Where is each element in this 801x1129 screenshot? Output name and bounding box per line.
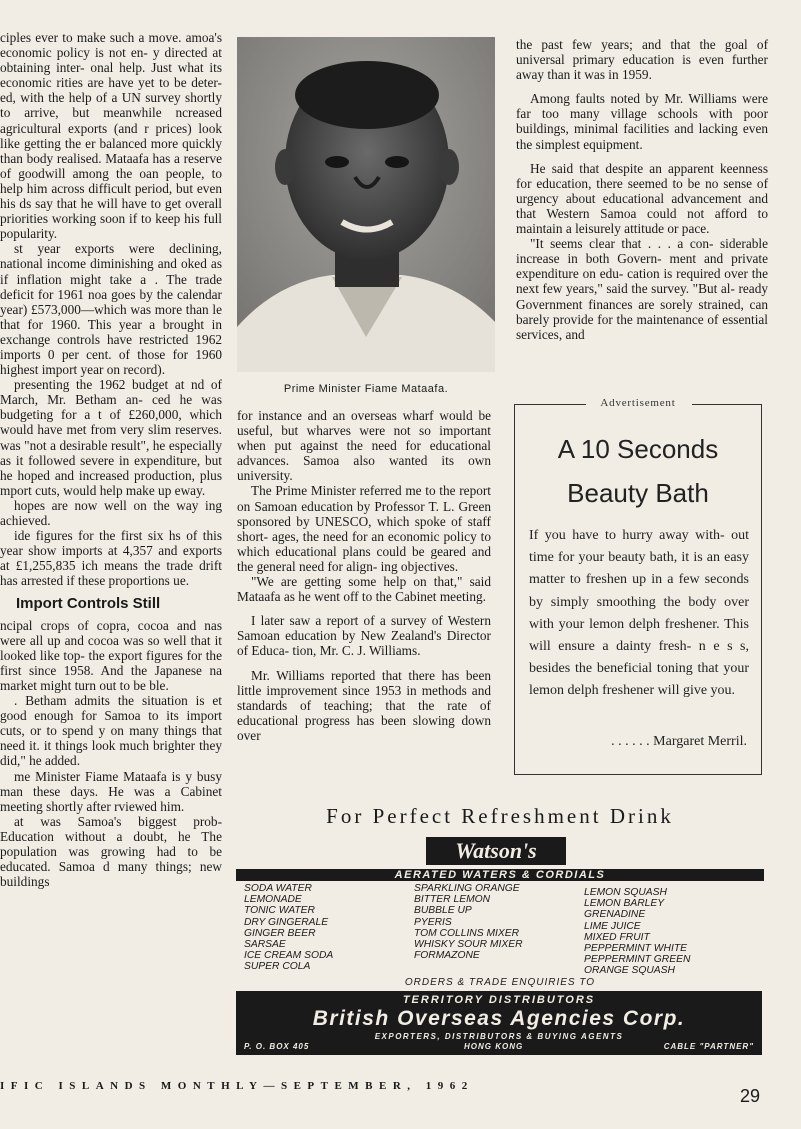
product-item: ICE CREAM SODA [244,950,334,962]
product-item: SPARKLING ORANGE [414,883,520,894]
prime-minister-photo [237,37,495,372]
distributor-name: British Overseas Agencies Corp. [312,1007,686,1030]
product-item: TOM COLLINS MIXER [414,927,520,939]
product-item: TONIC WATER [244,905,315,917]
product-item: GRENADINE [584,909,646,921]
article-column-2 [237,408,491,743]
product-item: DRY GINGERALE [244,916,329,928]
advert-body: If you have to hurry away with- out time for your beauty bath, it is an easy matter to freshen up in a few seconds by simply smoothing the body over with your lemon delph freshener. This will ensure a dainty fresh- n e s s, besides the beneficial toning that your lemon delph freshener will give you. [529,528,749,699]
subheading: Import Controls Still [16,595,161,613]
paragraph: ide figures for the first six hs of this year show imports at 4,357 and exports at £1,255,835 ich means the trade drift has arrested if these proportions ue. [0,528,222,589]
paragraph: Mr. Williams reported that there has been little improvement since 1953 in methods and standards of teaching; that the rate of educational progress has been slowing down over [237,667,491,743]
article-column-3 [516,37,768,342]
advert-title: A 10 Seconds [557,434,719,464]
cable-address: CABLE "PARTNER" [663,1042,754,1051]
product-item: FORMAZONE [414,950,480,962]
paragraph: The Prime Minister referred me to the report on Samoan education by Professor T. L. Green sponsored by UNESCO, which spoke of staff short- ages, the need for an economic policy to which educational plans could be geared and the general need for align- ing objectives. [237,483,491,574]
advert-signature: . . . . . . Margaret Merril. [611,734,747,749]
product-list-1 [244,883,333,973]
watsons-advertisement [236,795,764,1057]
product-item: LEMON SQUASH [584,887,667,898]
paragraph: ncipal crops of copra, cocoa and nas were all up and cocoa was so well that it looked like top- the export figures for the first since 1958. And the Japanese na market might turn out to be ble. [0,617,222,693]
page-number: 29 [740,1086,761,1106]
paragraph: presenting the 1962 budget at nd of March, Mr. Betham an- ced he was budgeting for a t of £260,000, which would have met from very slim reserves. was "not a desirable result", he especially as it followed severe in expenditure, but he hoped and increased production, plus mport cuts, would help make up eway. [0,377,222,498]
distributor-box [236,991,762,1055]
paragraph: me Minister Fiame Mataafa is y busy man these days. He was a Cabinet meeting shortly after rviewed him. [0,768,222,814]
paragraph: hopes are now well on the way ing achieved. [0,497,222,528]
photo-caption: Prime Minister Fiame Mataafa. [283,383,449,395]
product-item: PEPPERMINT WHITE [584,943,687,955]
product-item: BITTER LEMON [414,894,491,906]
advert-title: Beauty Bath [567,478,709,508]
slogan [236,795,764,835]
paragraph: st year exports were declining, national income diminishing and oked as if inflation might take a . The trade deficit for 1961 noa goes by the calendar year) £573,000—which was more than le that for 1960. This year a brought in exchange controls have restricted 1962 imports 0 per cent. of those for 1960 highest import year on record). [0,241,222,378]
article-column-1 [0,30,222,889]
product-item: PYERIS [414,916,452,928]
product-item: SARSAE [244,939,286,951]
aerated-waters-band: AERATED WATERS & CORDIALS [236,869,764,881]
running-footer: IFIC ISLANDS MONTHLY—SEPTEMBER, 1962 [0,1080,474,1092]
paragraph: "It seems clear that . . . a con- siderable increase in both Govern- ment and private expenditure on edu- cation is required over the next few years," said the survey. "But al- ready Government finances are sorely strained, can barely provide for the maintenance of essential services, and [516,236,768,342]
product-list-3 [584,887,690,977]
territory-distributors: TERRITORY DISTRIBUTORS [402,994,596,1006]
paragraph: I later saw a report of a survey of Western Samoan education by New Zealand's Director of Educa- tion, Mr. C. J. Williams. [237,613,491,659]
paragraph: at was Samoa's biggest prob- Education without a doubt, he The population was growing had to be educated. Samoa d many things; new buildings [0,813,222,890]
portrait-image [237,37,495,372]
product-item: SODA WATER [244,883,312,894]
distributor-services: EXPORTERS, DISTRIBUTORS & BUYING AGENTS [374,1032,624,1041]
slogan-text: For Perfect Refreshment Drink [326,804,674,828]
product-item: ORANGE SQUASH [584,965,675,977]
paragraph: the past few years; and that the goal of universal primary education is even further away than it was in 1959. [516,37,768,83]
product-list-2 [414,883,523,961]
paragraph: Among faults noted by Mr. Williams were far too many village schools with poor buildings, minimal facilities and lacking even the simplest equipment. [516,91,768,152]
paragraph: "We are getting some help on that," said Mataafa as he went off to the Cabinet meeting. [237,574,491,605]
po-box: P. O. BOX 405 [244,1042,310,1051]
product-item: BUBBLE UP [414,905,472,917]
product-item: SUPER COLA [244,961,311,973]
paragraph: . Betham admits the situation is et good enough for Samoa to its import cuts, or to spend y on many things that need it. it things look much brighter they did," he added. [0,693,222,769]
product-item: MIXED FRUIT [584,931,650,943]
orders-line: ORDERS & TRADE ENQUIRIES TO [404,977,596,988]
advert-label: Advertisement [600,397,676,409]
product-item: GINGER BEER [244,927,316,939]
beauty-bath-advertisement [514,397,762,776]
paragraph: ciples ever to make such a move. amoa's economic policy is not en- y directed at obtaining inter- onal help. Just what its economic rities are have yet to be deter- ed, with the help of a UN survey shortly to arrive, but meanwhile ncreased agricultural exports (and r prices) look like getting the er balanced more quickly than body realised. Mataafa has a reserve of goodwill among the oan people, to help him across difficult period, but even his ds say that he will have to get overall priorities working soon if to keep his full popularity. [0,30,222,242]
product-item: PEPPERMINT GREEN [584,954,691,966]
product-item: LEMON BARLEY [584,898,665,910]
city: HONG KONG [464,1042,524,1051]
paragraph: He said that despite an apparent keenness for education, there seemed to be no sense of urgency about educational advancement and that Western Samoa could not afford to maintain a leisurely attitude or pace. [516,160,768,237]
product-item: LIME JUICE [584,920,641,932]
watsons-logo: Watson's [426,837,566,865]
product-item: LEMONADE [244,894,302,906]
paragraph: for instance and an overseas wharf would be useful, but wharves were not so important when put against the need for educational advances. Samoa also wanted its own university. [237,408,491,484]
product-item: WHISKY SOUR MIXER [414,939,523,951]
